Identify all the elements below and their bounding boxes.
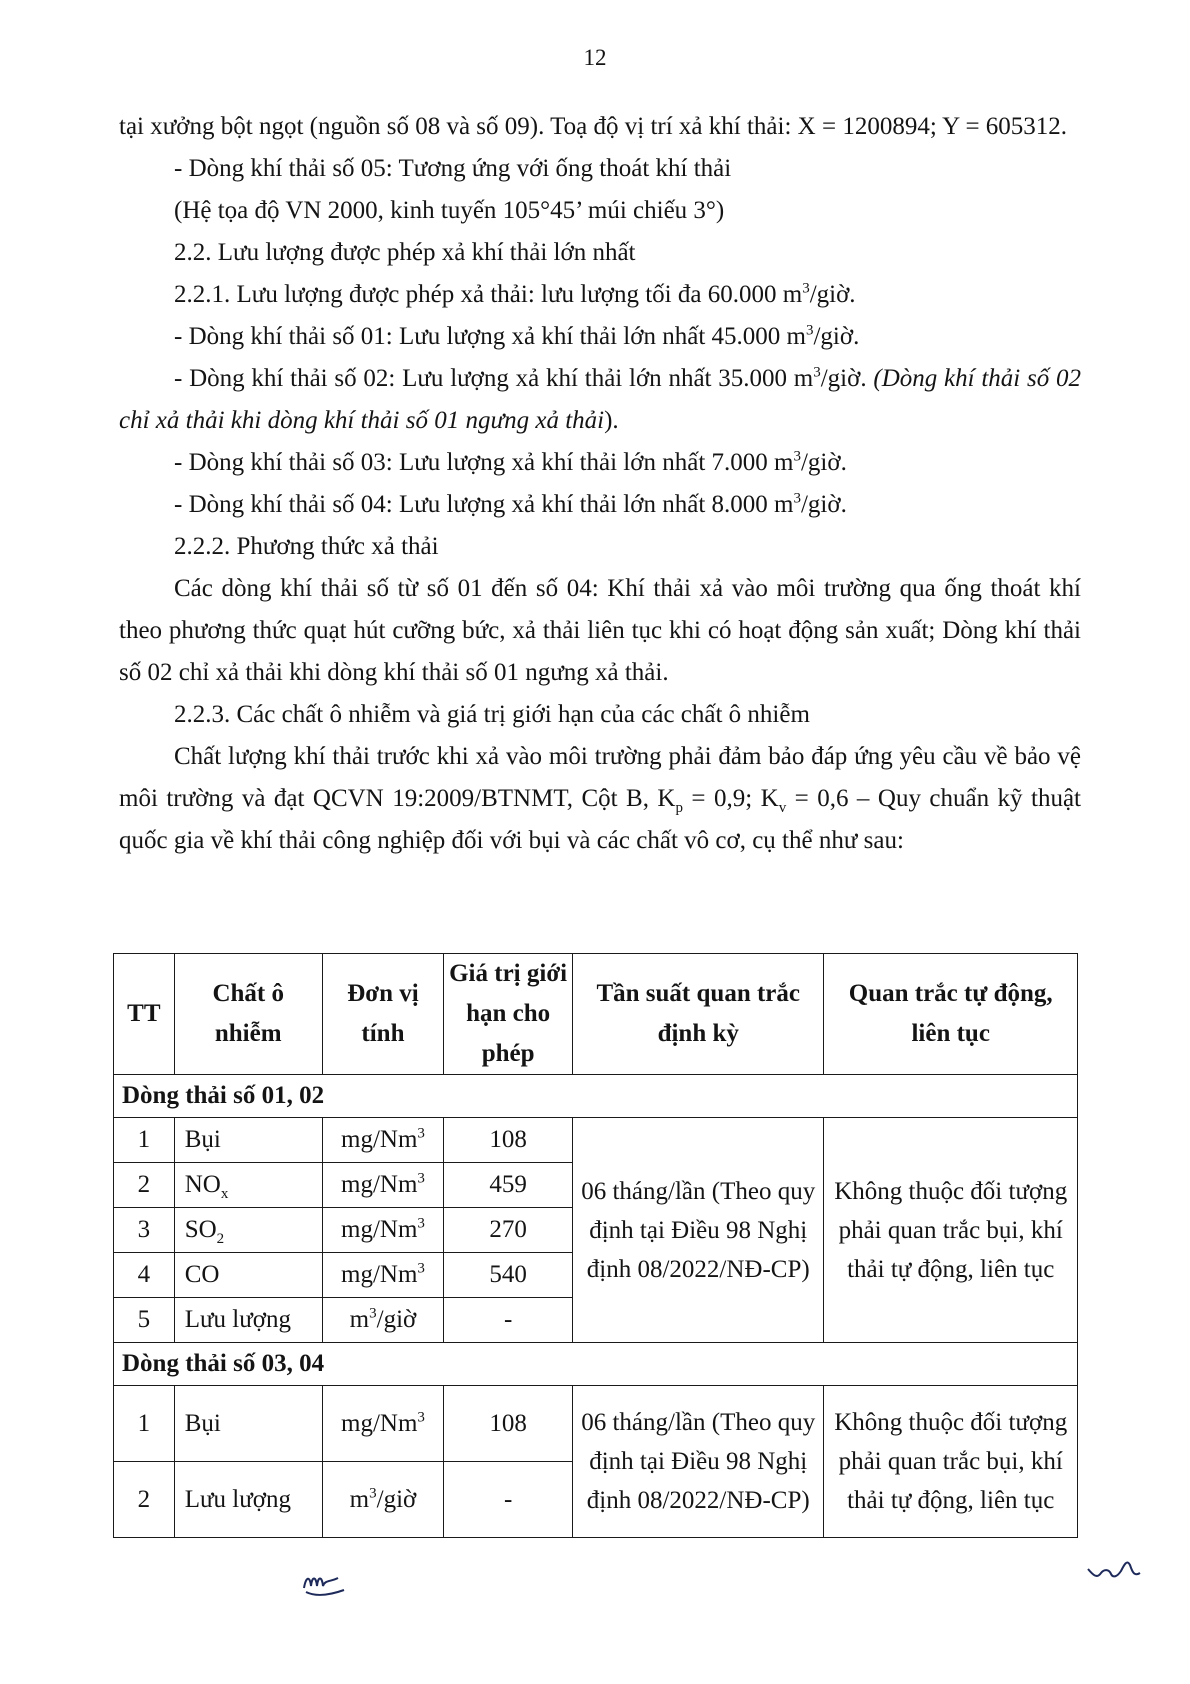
row-unit: mg/Nm$^3$ xyxy=(322,1163,443,1208)
paragraph-discharge-method: Các dòng khí thải số từ số 01 đến số 04: Khí thải xả vào môi trường qua ống thoát khí theo phương thức quạt hút cưỡng bức, xả thải liên tục khi có hoạt động sản xuất; Dòng khí thải số 02 chỉ xả thải khi dòng khí thải số 01 ngưng xả thải. xyxy=(119,575,1081,686)
row-tt: 1 xyxy=(114,1386,175,1462)
table-header-row xyxy=(114,954,1078,1075)
row-pollutant: Lưu lượng xyxy=(174,1462,322,1538)
emission-limits-table xyxy=(113,953,1078,1538)
row-tt: 2 xyxy=(114,1163,175,1208)
heading-2-2: 2.2. Lưu lượng được phép xả khí thải lớn nhất xyxy=(174,239,636,266)
body-text xyxy=(119,106,1081,862)
paragraph-location: tại xưởng bột ngọt (nguồn số 08 và số 09). Toạ độ vị trí xả khí thải: X = 1200894; Y = 605312. xyxy=(119,113,1068,140)
header-auto-monitoring: Quan trắc tự động, liên tục xyxy=(824,954,1078,1075)
paragraph-2-2-1: 2.2.1. Lưu lượng được phép xả thải: lưu lượng tối đa 60.000 $m^3$/giờ. xyxy=(174,280,856,308)
group-title: Dòng thải số 03, 04 xyxy=(114,1343,1078,1386)
paragraph-stream-03: - Dòng khí thải số 03: Lưu lượng xả khí thải lớn nhất 7.000 $m^3$/giờ. xyxy=(174,448,847,476)
group-row xyxy=(114,1343,1078,1386)
page-number: 12 xyxy=(583,45,607,70)
row-unit: mg/Nm$^3$ xyxy=(322,1253,443,1298)
row-limit: - xyxy=(444,1462,573,1538)
header-tt: TT xyxy=(114,954,175,1075)
row-limit: - xyxy=(444,1298,573,1343)
row-pollutant: CO xyxy=(174,1253,322,1298)
row-limit: 108 xyxy=(444,1386,573,1462)
table-row xyxy=(114,1386,1078,1462)
right-initials-signature-icon xyxy=(1085,1555,1143,1587)
paragraph-quality-requirement: Chất lượng khí thải trước khi xả vào môi trường phải đảm bảo đáp ứng yêu cầu về bảo vệ môi trường và đạt QCVN 19:2009/BTNMT, Cột B, $K_p = 0,9$; $K_v = 0,6$ – Quy chuẩn kỹ thuật quốc gia về khí thải công nghiệp đối với bụi và các chất vô cơ, cụ thể như sau: xyxy=(119,743,1081,854)
row-tt: 4 xyxy=(114,1253,175,1298)
paragraph-coordinate-system: (Hệ tọa độ VN 2000, kinh tuyến 105°45’ múi chiếu 3°) xyxy=(174,197,725,224)
row-unit: mg/Nm$^3$ xyxy=(322,1208,443,1253)
row-limit: 459 xyxy=(444,1163,573,1208)
row-tt: 2 xyxy=(114,1462,175,1538)
paragraph-stream-04: - Dòng khí thải số 04: Lưu lượng xả khí thải lớn nhất 8.000 $m^3$/giờ. xyxy=(174,490,847,518)
row-limit: 270 xyxy=(444,1208,573,1253)
row-limit: 540 xyxy=(444,1253,573,1298)
paragraph-stream-05: - Dòng khí thải số 05: Tương ứng với ống thoát khí thải xyxy=(174,155,732,182)
table-row xyxy=(114,1118,1078,1163)
row-pollutant: $SO_2$ xyxy=(174,1208,322,1253)
row-tt: 3 xyxy=(114,1208,175,1253)
row-tt: 5 xyxy=(114,1298,175,1343)
left-initials-signature-icon xyxy=(300,1570,350,1600)
row-unit: mg/Nm$^3$ xyxy=(322,1386,443,1462)
header-frequency: Tần suất quan trắc định kỳ xyxy=(573,954,824,1075)
auto-monitoring-cell: Không thuộc đối tượng phải quan trắc bụi, khí thải tự động, liên tục xyxy=(824,1386,1078,1538)
header-unit: Đơn vị tính xyxy=(322,954,443,1075)
row-tt: 1 xyxy=(114,1118,175,1163)
heading-2-2-3: 2.2.3. Các chất ô nhiễm và giá trị giới hạn của các chất ô nhiễm xyxy=(174,701,810,728)
row-unit: mg/Nm$^3$ xyxy=(322,1118,443,1163)
paragraph-stream-02: - Dòng khí thải số 02: Lưu lượng xả khí thải lớn nhất 35.000 $m^3$/giờ. (Dòng khí thải số 02 chỉ xả thải khi dòng khí thải số 01 ngưng xả thải). xyxy=(119,364,1081,434)
auto-monitoring-cell: Không thuộc đối tượng phải quan trắc bụi, khí thải tự động, liên tục xyxy=(824,1118,1078,1343)
frequency-cell: 06 tháng/lần (Theo quy định tại Điều 98 Nghị định 08/2022/NĐ-CP) xyxy=(573,1118,824,1343)
row-pollutant: $NO_x$ xyxy=(174,1163,322,1208)
group-row xyxy=(114,1075,1078,1118)
row-unit: $m^3$/giờ xyxy=(322,1298,443,1343)
frequency-cell: 06 tháng/lần (Theo quy định tại Điều 98 Nghị định 08/2022/NĐ-CP) xyxy=(573,1386,824,1538)
header-limit: Giá trị giới hạn cho phép xyxy=(444,954,573,1075)
row-pollutant: Lưu lượng xyxy=(174,1298,322,1343)
row-pollutant: Bụi xyxy=(174,1118,322,1163)
heading-2-2-2: 2.2.2. Phương thức xả thải xyxy=(174,533,439,560)
header-pollutant: Chất ô nhiễm xyxy=(174,954,322,1075)
row-pollutant: Bụi xyxy=(174,1386,322,1462)
row-limit: 108 xyxy=(444,1118,573,1163)
row-unit: $m^3$/giờ xyxy=(322,1462,443,1538)
group-title: Dòng thải số 01, 02 xyxy=(114,1075,1078,1118)
paragraph-stream-01: - Dòng khí thải số 01: Lưu lượng xả khí thải lớn nhất 45.000 $m^3$/giờ. xyxy=(174,322,860,350)
